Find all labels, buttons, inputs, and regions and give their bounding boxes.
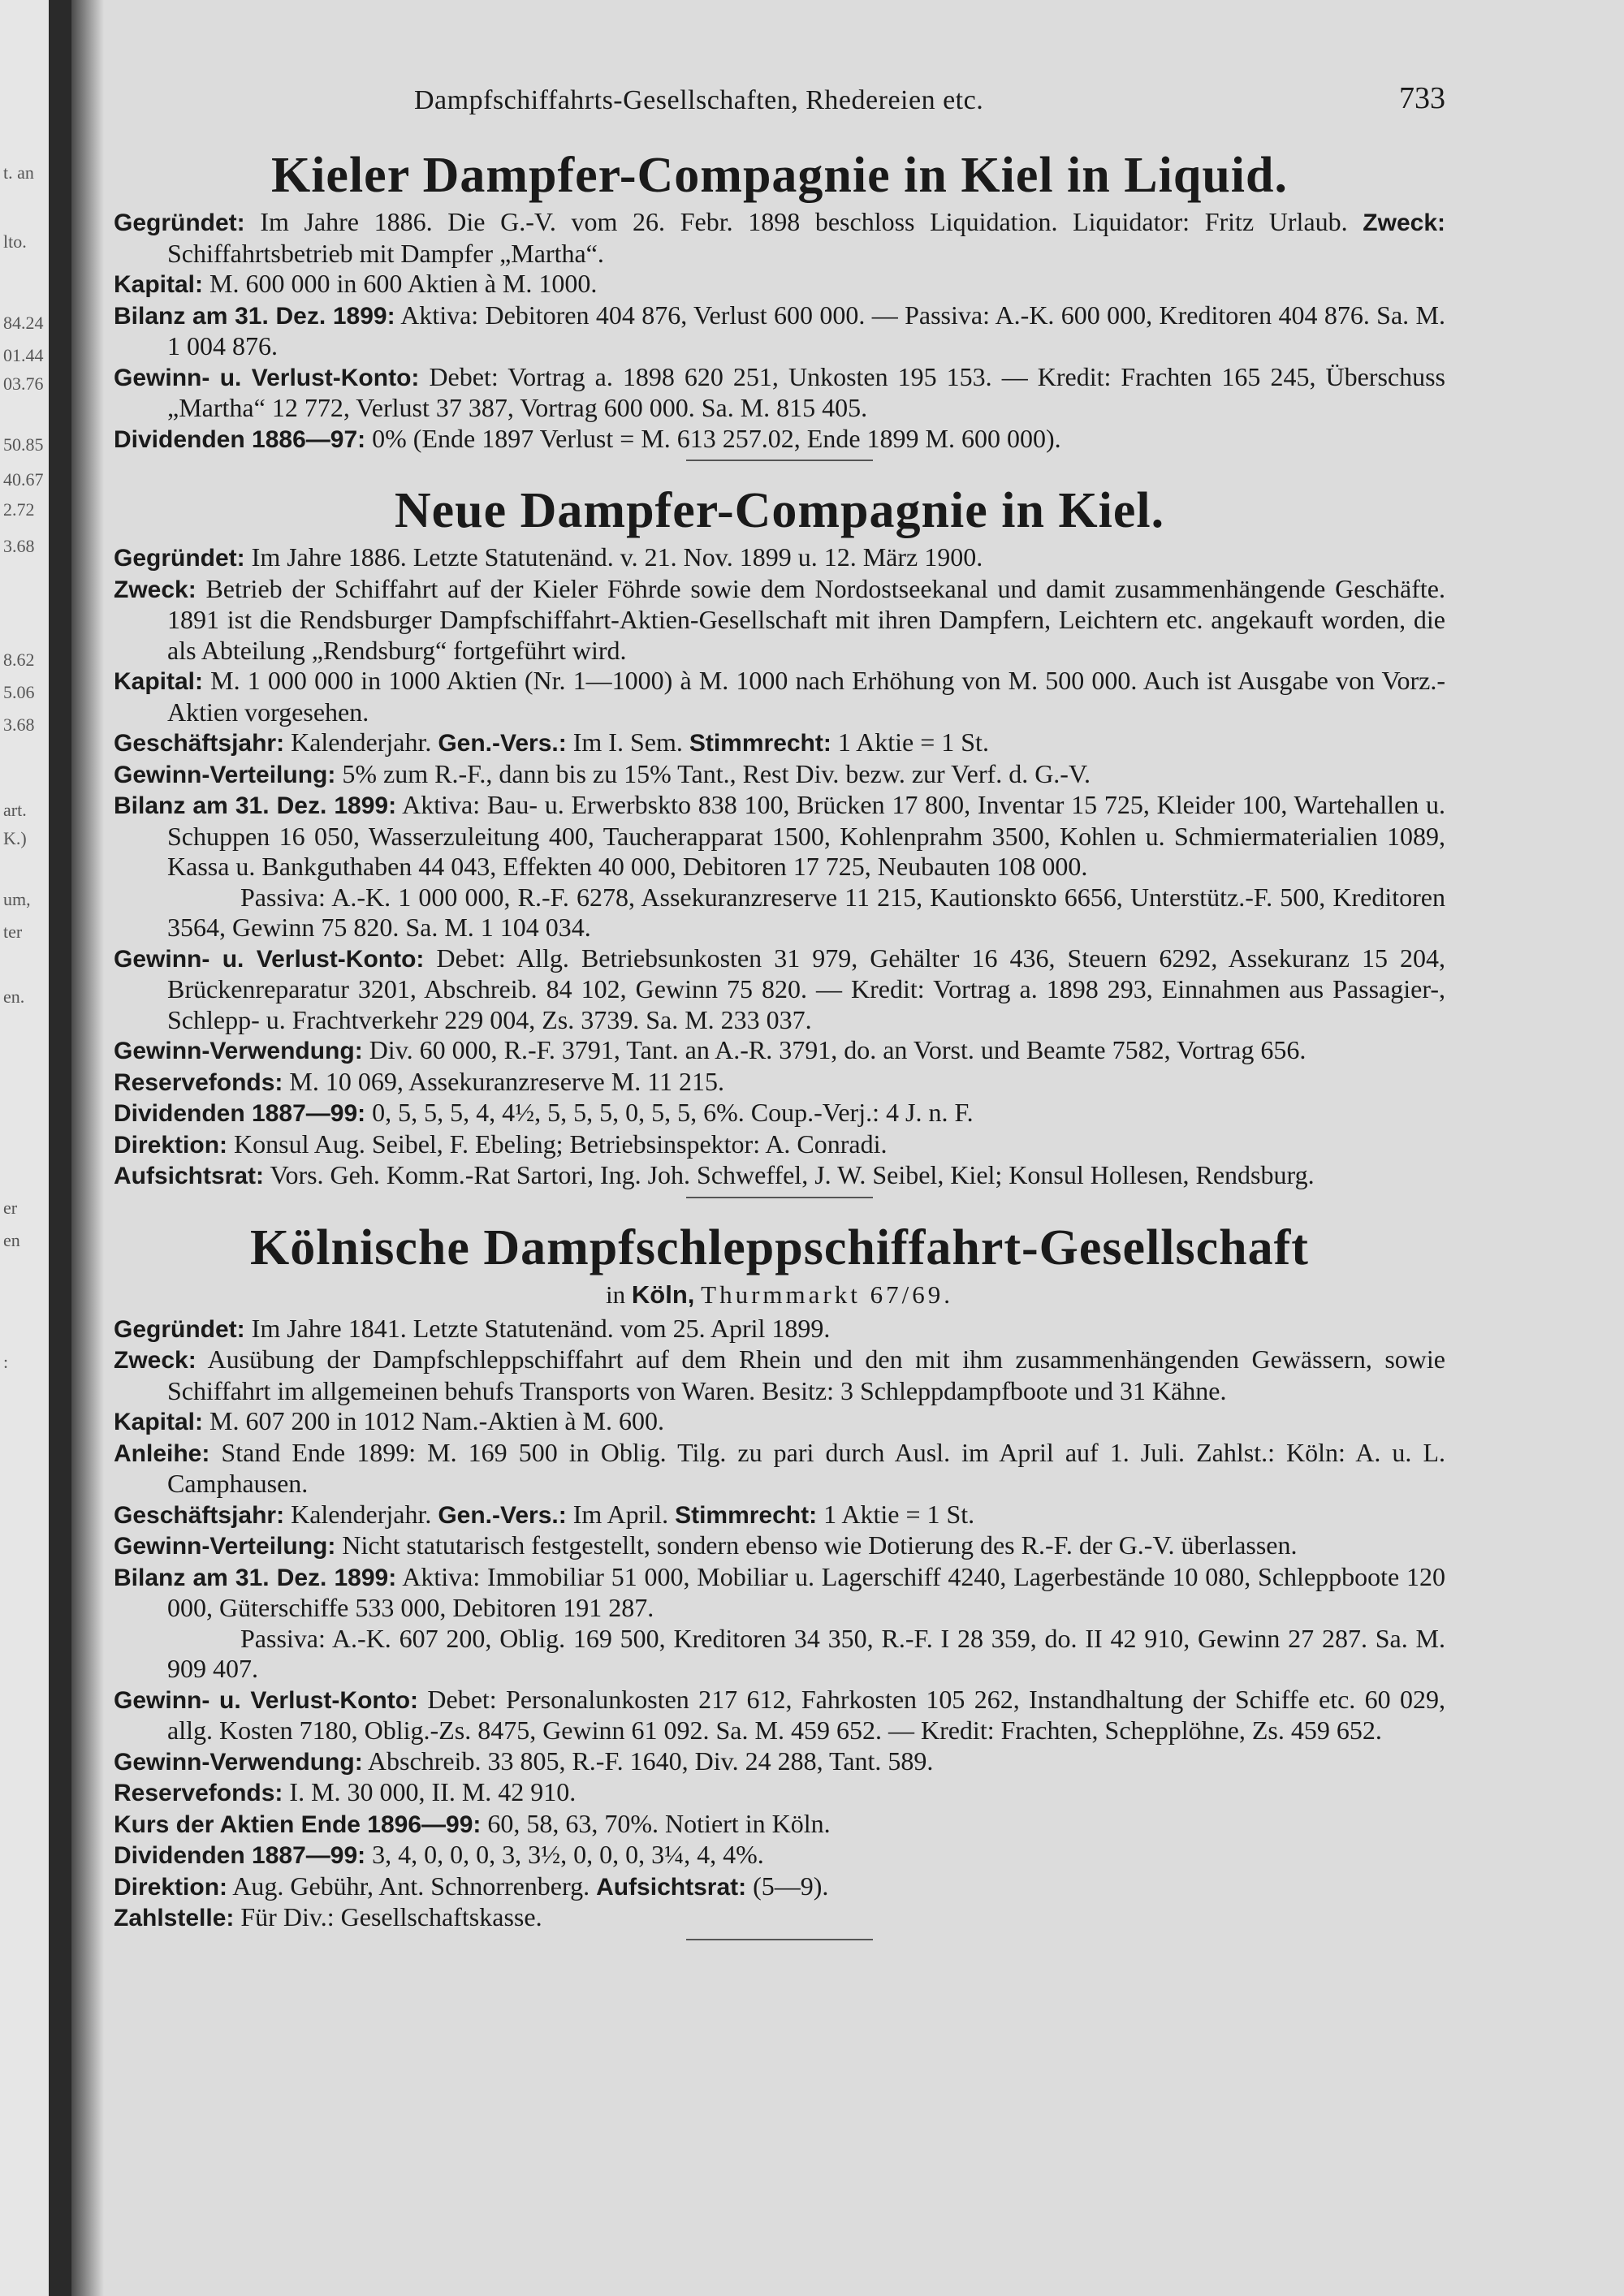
entry-paragraph — [114, 1500, 1445, 1531]
running-head-title: Dampfschiffahrts-Gesellschaften, Rhedereien etc. — [414, 85, 984, 115]
margin-fragment: en — [3, 1230, 20, 1250]
company-section — [114, 479, 1445, 1198]
margin-fragment: ter — [3, 921, 23, 942]
entry-paragraph — [114, 1035, 1445, 1067]
margin-fragment: en. — [3, 986, 25, 1007]
entry-text: M. 607 200 in 1012 Nam.-Aktien à M. 600. — [209, 1406, 664, 1435]
entry-key: Direktion: — [114, 1873, 228, 1901]
entry-key: Aufsichtsrat: — [596, 1873, 747, 1901]
entry-text: Debet: Personalunkosten 217 612, Fahrkosten 105 262, Instandhaltung der Schiffe etc. 60 029, allg. Kosten 7180, Oblig.-Zs. 8475, Gewinn 61 092. Sa. M. 459 652. — Kredit: Frachten, Schepplöhne, Zs. 459 652. — [167, 1684, 1446, 1745]
margin-fragment: um, — [3, 889, 31, 909]
entry-key: Geschäftsjahr: — [114, 730, 285, 757]
entry-paragraph — [114, 1777, 1445, 1809]
entry-key: Kapital: — [114, 271, 204, 298]
entry-key: Gewinn-Verwendung: — [114, 1748, 363, 1776]
margin-fragment: : — [3, 1352, 9, 1372]
entry-text: Nicht statutarisch festgestellt, sondern ebenso wie Dotierung des R.-F. der G.-V. überlassen. — [342, 1530, 1298, 1560]
entry-text: Im Jahre 1886. Die G.-V. vom 26. Febr. 1898 beschloss Liquidation. Liquidator: Fritz Urlaub. — [260, 207, 1348, 236]
entry-text: Debet: Allg. Betriebsunkosten 31 979, Gehälter 16 436, Steuern 6292, Assekuranz 15 204, Brückenreparatur 3201, Abschreib. 84 102, Gewinn 75 820. — Kredit: Vortrag a. 1898 293, Einnahmen aus Passagier-, Schlepp- u. Frachtverkehr 229 004, Zs. 3739. Sa. M. 233 037. — [167, 943, 1445, 1034]
entry-key: Zahlstelle: — [114, 1905, 235, 1931]
page-content — [114, 77, 1445, 1949]
entry-key: Dividenden 1887—99: — [114, 1842, 366, 1869]
company-list — [114, 144, 1445, 1940]
margin-fragment: 3.68 — [3, 714, 35, 735]
entry-key: Gewinn-Verteilung: — [114, 1533, 336, 1560]
entry-key: Gegründet: — [114, 545, 245, 572]
entry-paragraph — [114, 1160, 1445, 1192]
margin-fragment: 84.24 — [3, 313, 44, 333]
entry-key: Aufsichtsrat: — [114, 1163, 265, 1189]
entry-text: Im I. Sem. — [572, 727, 683, 757]
entry-key: Kapital: — [114, 668, 204, 695]
company-section — [114, 144, 1445, 461]
margin-fragment: 8.62 — [3, 650, 35, 670]
book-spine — [49, 0, 73, 2296]
entry-paragraph — [114, 1685, 1445, 1746]
entry-key: Stimmrecht: — [675, 1501, 818, 1529]
entry-key: Bilanz am 31. Dez. 1899: — [114, 792, 397, 819]
entry-paragraph — [114, 1562, 1445, 1624]
entry-paragraph — [114, 1344, 1445, 1406]
entry-key: Gen.-Vers.: — [438, 730, 567, 757]
margin-fragment: 2.72 — [3, 499, 35, 520]
entry-paragraph — [114, 1438, 1445, 1500]
margin-fragment: t. an — [3, 162, 34, 183]
entry-text: I. M. 30 000, II. M. 42 910. — [289, 1777, 577, 1806]
margin-fragment: 5.06 — [3, 682, 35, 702]
entry-text: Aktiva: Debitoren 404 876, Verlust 600 000. — Passiva: A.-K. 600 000, Kreditoren 404 876. Sa. M. 1 004 876. — [167, 300, 1445, 360]
entry-text: M. 1 000 000 in 1000 Aktien (Nr. 1—1000) à M. 1000 nach Erhöhung von M. 500 000. Auch ist Ausgabe von Vorz.-Aktien vorgesehen. — [167, 666, 1446, 727]
entry-key: Gen.-Vers.: — [438, 1501, 567, 1529]
company-address — [114, 1280, 1445, 1310]
company-section — [114, 1216, 1445, 1940]
entry-paragraph — [114, 362, 1445, 424]
entry-key: Bilanz am 31. Dez. 1899: — [114, 302, 395, 330]
entry-paragraph — [114, 207, 1445, 269]
entry-key: Reservefonds: — [114, 1780, 283, 1806]
entry-key: Geschäftsjahr: — [114, 1501, 285, 1529]
entry-key: Gewinn- u. Verlust-Konto: — [114, 945, 425, 973]
entry-text: Aktiva: Bau- u. Erwerbskto 838 100, Brücken 17 800, Inventar 15 725, Kleider 100, Wartehallen u. Schuppen 16 050, Wasserzuleitung 400, Taucherapparat 1500, Kohlenprahm 3500, Kohlen u. Schmiermaterialien 1089, Kassa u. Bankguthaben 44 043, Effekten 40 000, Debitoren 17 725, Neubauten 108 000. — [167, 790, 1446, 881]
entry-text: Passiva: A.-K. 1 000 000, R.-F. 6278, Assekuranzreserve 11 215, Kautionskto 6656, Unterstütz.-F. 500, Kreditoren 3564, Gewinn 75 820. Sa. M. 1 104 034. — [167, 882, 1445, 942]
address-street: Thurmmarkt 67/69. — [701, 1280, 953, 1309]
section-divider — [686, 1939, 873, 1940]
margin-fragment: 03.76 — [3, 373, 44, 394]
entry-key: Gewinn- u. Verlust-Konto: — [114, 364, 420, 391]
entry-text: 5% zum R.-F., dann bis zu 15% Tant., Rest Div. bezw. zur Verf. d. G.-V. — [342, 758, 1091, 788]
section-divider — [686, 1197, 873, 1198]
entry-paragraph — [114, 1746, 1445, 1778]
entry-key: Zweck: — [1363, 209, 1446, 236]
entry-paragraph — [114, 943, 1445, 1036]
entry-key: Bilanz am 31. Dez. 1899: — [114, 1564, 397, 1591]
entry-paragraph — [114, 1871, 1445, 1903]
section-divider — [686, 460, 873, 461]
entry-paragraph — [114, 1840, 1445, 1871]
entry-key: Dividenden 1886—97: — [114, 425, 366, 453]
company-title: Kölnische Dampfschleppschiffahrt-Gesellschaft — [250, 1219, 1309, 1275]
entry-text: 1 Aktie = 1 St. — [823, 1499, 975, 1529]
entry-paragraph — [114, 1530, 1445, 1562]
entry-key: Gewinn-Verwendung: — [114, 1038, 363, 1064]
entry-key: Gewinn- u. Verlust-Konto: — [114, 1686, 419, 1714]
entry-paragraph — [114, 1902, 1445, 1934]
entry-text: Ausübung der Dampfschleppschiffahrt auf dem Rhein und den mit ihm zusammenhängenden Gewässern, sowie Schiffahrt im allgemeinen behufs Transports von Waren. Besitz: 3 Schleppdampfboote und 31 Kähne. — [167, 1344, 1446, 1405]
entry-key: Zweck: — [114, 576, 197, 603]
entry-key: Kapital: — [114, 1409, 204, 1435]
entry-text: Kalenderjahr. — [291, 727, 432, 757]
entry-paragraph — [114, 759, 1445, 791]
margin-fragment: lto. — [3, 231, 27, 252]
entry-paragraph — [114, 666, 1445, 727]
entry-continuation — [114, 1624, 1445, 1685]
margin-fragment: 50.85 — [3, 434, 44, 455]
entry-text: 0, 5, 5, 5, 4, 4½, 5, 5, 5, 0, 5, 5, 6%. Coup.-Verj.: 4 J. n. F. — [372, 1098, 974, 1127]
entry-text: 0% (Ende 1897 Verlust = M. 613 257.02, Ende 1899 M. 600 000). — [372, 423, 1061, 453]
entry-text: Passiva: A.-K. 607 200, Oblig. 169 500, Kreditoren 34 350, R.-F. I 28 359, do. II 42 910, Gewinn 27 287. Sa. M. 909 407. — [167, 1623, 1445, 1683]
company-title: Kieler Dampfer-Compagnie in Kiel in Liquid. — [270, 148, 1289, 203]
entry-text: M. 10 069, Assekuranzreserve M. 11 215. — [289, 1066, 725, 1096]
entry-text: Im Jahre 1841. Letzte Statutenänd. vom 25. April 1899. — [251, 1313, 831, 1343]
entry-key: Anleihe: — [114, 1439, 210, 1467]
margin-fragment: 3.68 — [3, 536, 35, 556]
entry-text: Aug. Gebühr, Ant. Schnorrenberg. — [232, 1871, 590, 1901]
entry-paragraph — [114, 1314, 1445, 1345]
entry-text: Betrieb der Schiffahrt auf der Kieler Föhrde sowie dem Nordostseekanal und damit zusammenhängende Geschäfte. 1891 ist die Rendsburger Dampfschiffahrt-Aktien-Gesellschaft mit ihren Dampfern, Leichtern etc. angekauft worden, die als Abteilung „Rendsburg“ fortgeführt wird. — [167, 573, 1446, 665]
company-title: Neue Dampfer-Compagnie in Kiel. — [394, 483, 1165, 538]
entry-text: Div. 60 000, R.-F. 3791, Tant. an A.-R. 3791, do. an Vorst. und Beamte 7582, Vortrag 656. — [369, 1035, 1307, 1064]
entry-paragraph — [114, 300, 1445, 362]
margin-fragment: art. — [3, 800, 27, 820]
margin-fragment: K.) — [3, 828, 27, 848]
entry-text: Kalenderjahr. — [291, 1499, 432, 1529]
entry-key: Gewinn-Verteilung: — [114, 761, 336, 788]
margin-fragment: er — [3, 1198, 18, 1218]
entry-text: Konsul Aug. Seibel, F. Ebeling; Betriebsinspektor: A. Conradi. — [234, 1129, 888, 1159]
entry-paragraph — [114, 1809, 1445, 1841]
entry-continuation — [114, 883, 1445, 943]
entry-text: Vors. Geh. Komm.-Rat Sartori, Ing. Joh. Schweffel, J. W. Seibel, Kiel; Konsul Hollesen, Rendsburg. — [270, 1160, 1315, 1189]
entry-key: Kurs der Aktien Ende 1896—99: — [114, 1810, 482, 1838]
entry-text: 60, 58, 63, 70%. Notiert in Köln. — [487, 1808, 831, 1838]
entry-text: (5—9). — [753, 1871, 829, 1901]
entry-key: Gegründet: — [114, 209, 245, 236]
running-head — [114, 77, 1445, 126]
entry-paragraph — [114, 424, 1445, 455]
entry-text: 1 Aktie = 1 St. — [837, 727, 989, 757]
entry-text: Stand Ende 1899: M. 169 500 in Oblig. Tilg. zu pari durch Ausl. im April auf 1. Juli. Zahlst.: Köln: A. u. L. Camphausen. — [167, 1437, 1445, 1498]
entry-text: Aktiva: Immobiliar 51 000, Mobiliar u. Lagerschiff 4240, Lagerbestände 10 080, Schleppboote 120 000, Güterschiffe 533 000, Debitoren 191 287. — [167, 1561, 1445, 1622]
entry-text: Debet: Vortrag a. 1898 620 251, Unkosten 195 153. — Kredit: Frachten 165 245, Überschuss „Martha“ 12 772, Verlust 37 387, Vortrag 600 000. Sa. M. 815 405. — [167, 361, 1446, 422]
entry-paragraph — [114, 1067, 1445, 1098]
address-prefix: in — [606, 1280, 626, 1309]
address-city: Köln, — [631, 1280, 695, 1309]
entry-key: Zweck: — [114, 1347, 197, 1374]
entry-key: Stimmrecht: — [689, 730, 831, 757]
entry-key: Direktion: — [114, 1131, 228, 1159]
margin-fragment: 01.44 — [3, 345, 44, 365]
entry-paragraph — [114, 269, 1445, 300]
entry-text: Im Jahre 1886. Letzte Statutenänd. v. 21. Nov. 1899 u. 12. März 1900. — [251, 542, 983, 572]
entry-paragraph — [114, 1406, 1445, 1438]
entry-key: Dividenden 1887—99: — [114, 1100, 366, 1127]
entry-paragraph — [114, 727, 1445, 759]
entry-paragraph — [114, 574, 1445, 667]
entry-text: 3, 4, 0, 0, 0, 3, 3½, 0, 0, 0, 3¼, 4, 4%. — [372, 1840, 764, 1869]
entry-paragraph — [114, 542, 1445, 574]
entry-text: Im April. — [572, 1499, 669, 1529]
entry-text: M. 600 000 in 600 Aktien à M. 1000. — [209, 269, 598, 298]
gutter-shadow — [71, 0, 104, 2296]
entry-text: Für Div.: Gesellschaftskasse. — [240, 1902, 542, 1931]
entry-key: Gegründet: — [114, 1315, 245, 1343]
entry-paragraph — [114, 1098, 1445, 1129]
entry-text: Schiffahrtsbetrieb mit Dampfer „Martha“. — [167, 238, 604, 268]
entry-paragraph — [114, 790, 1445, 883]
entry-key: Reservefonds: — [114, 1068, 283, 1096]
page-number: 733 — [1399, 81, 1445, 115]
entry-text: Abschreib. 33 805, R.-F. 1640, Div. 24 288, Tant. 589. — [367, 1746, 934, 1776]
margin-fragment: 40.67 — [3, 469, 44, 490]
entry-paragraph — [114, 1129, 1445, 1161]
